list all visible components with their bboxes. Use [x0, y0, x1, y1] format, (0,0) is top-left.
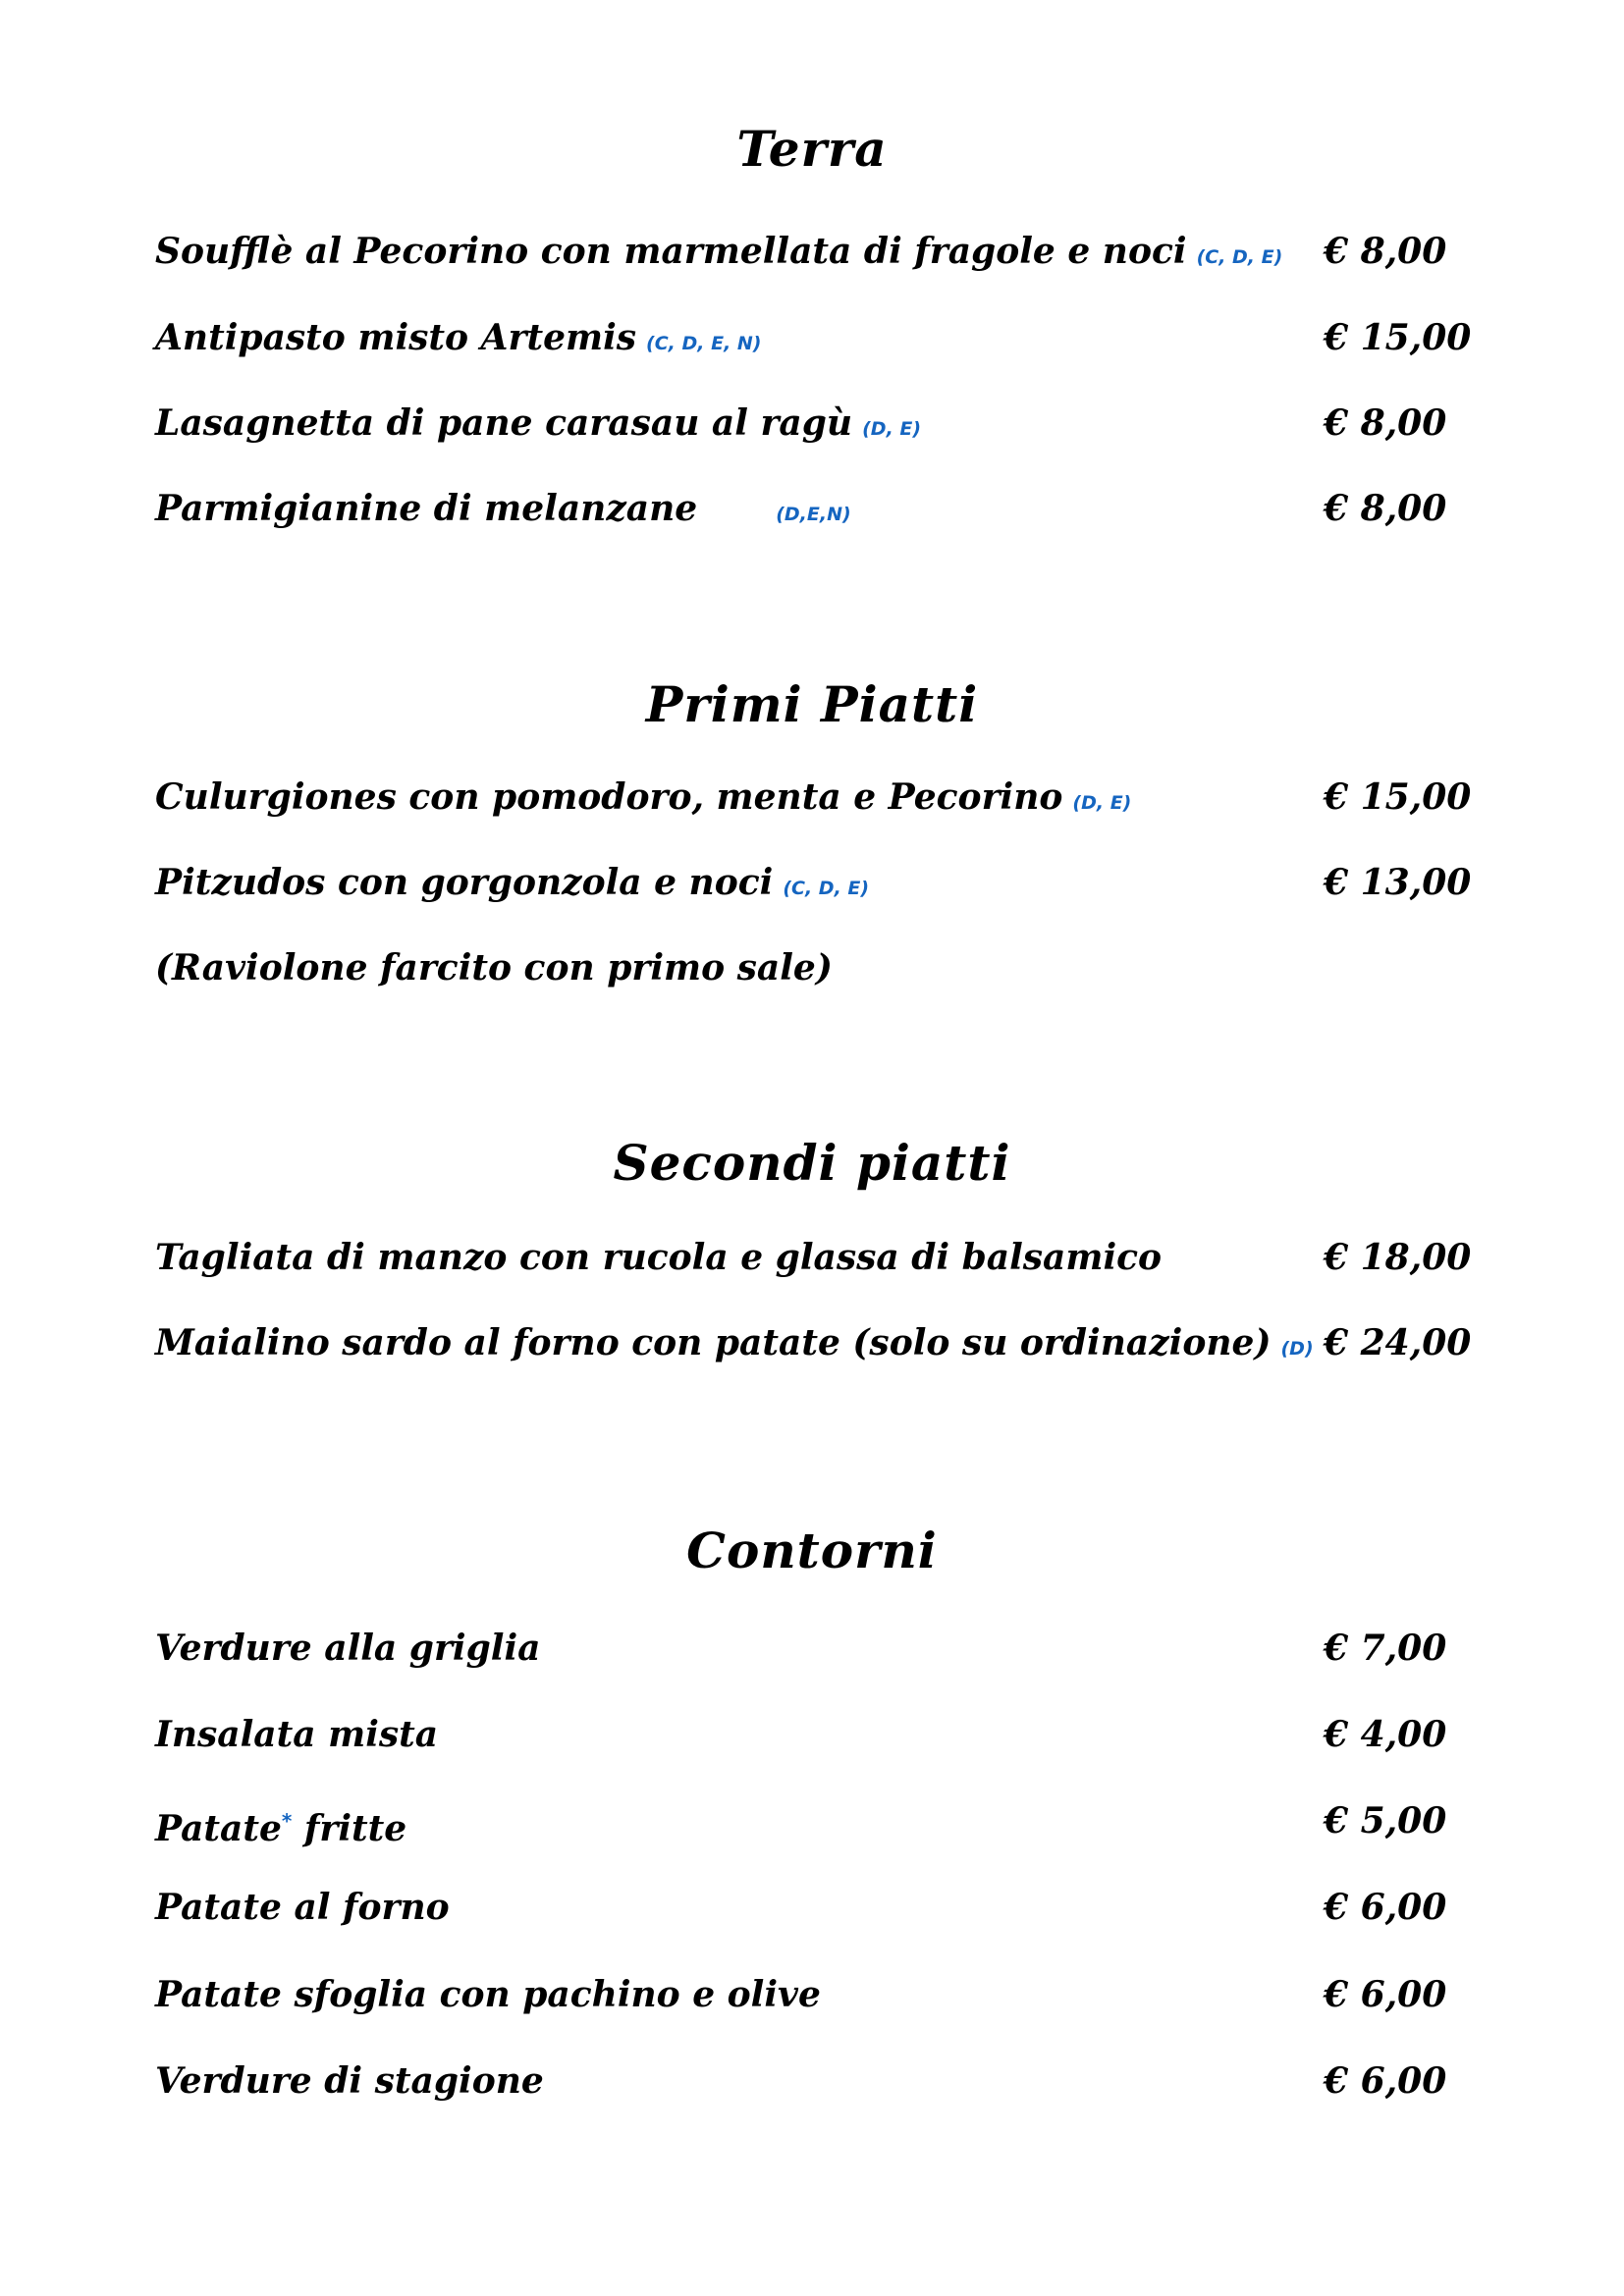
dish-name: Culurgiones con pomodoro, menta e Pecorino [155, 776, 1063, 818]
allergen-codes: (C, D, E) [783, 878, 870, 899]
dish-price: € 15,00 [1324, 317, 1472, 358]
menu-item [155, 1707, 1471, 1762]
dish-name: Patate al forno [155, 1887, 450, 1928]
dish-name: Lasagnetta di pane carasau al ragù [155, 402, 853, 444]
dish-name: Parmigianine di melanzane [155, 488, 698, 529]
menu-item [155, 1230, 1471, 1285]
dish-price: € 8,00 [1324, 231, 1447, 272]
dish-price: € 8,00 [1324, 488, 1447, 529]
menu-item [155, 310, 1471, 365]
section-title-contorni: Contorni [686, 1522, 938, 1579]
dish-name: Verdure alla griglia [155, 1628, 541, 1669]
dish-name: Maialino sardo al forno con patate (solo su ordinazione) [155, 1322, 1272, 1363]
dish-price: € 4,00 [1324, 1714, 1447, 1755]
dish-line [155, 855, 869, 916]
menu-item [155, 396, 1471, 451]
menu-item [155, 855, 1471, 910]
menu-item [155, 2054, 1471, 2109]
menu-item [155, 224, 1471, 279]
allergen-codes: (C, D, E, N) [646, 333, 762, 354]
allergen-codes: (C, D, E) [1196, 246, 1283, 268]
dish-name: Patate sfoglia con pachino e olive [155, 1974, 821, 2015]
menu-item [155, 1967, 1471, 2022]
allergen-codes: (D, E) [862, 418, 922, 440]
dish-line [155, 310, 762, 371]
dish-price: € 15,00 [1324, 776, 1472, 818]
dish-name: Antipasto misto Artemis [155, 317, 637, 358]
allergen-codes: (D) [1280, 1338, 1314, 1360]
dish-line [155, 481, 851, 542]
dish-price: € 6,00 [1324, 1974, 1447, 2015]
menu-item-note [155, 940, 1471, 995]
dish-name-part: fritte [292, 1808, 407, 1849]
dish-price: € 13,00 [1324, 862, 1472, 903]
dish-name: Insalata mista [155, 1714, 439, 1755]
dish-line [155, 1315, 1314, 1376]
dish-price: € 6,00 [1324, 2060, 1447, 2102]
dish-price: € 18,00 [1324, 1237, 1472, 1278]
dish-name: Pitzudos con gorgonzola e noci [155, 862, 774, 903]
dish-name: Verdure di stagione [155, 2060, 544, 2102]
dish-price: € 7,00 [1324, 1628, 1447, 1669]
allergen-codes: (D, E) [1072, 792, 1132, 814]
menu-item [155, 770, 1471, 825]
menu-item [155, 481, 1471, 536]
menu-item [155, 1621, 1471, 1676]
dish-price: € 8,00 [1324, 402, 1447, 444]
dish-line [155, 224, 1282, 285]
dish-line [155, 396, 921, 456]
allergen-codes: (D,E,N) [776, 504, 851, 525]
dish-name: Tagliata di manzo con rucola e glassa di balsamico [155, 1237, 1163, 1278]
dish-line [155, 770, 1131, 830]
asterisk-mark: * [281, 1809, 293, 1833]
dish-name-part: Patate [155, 1808, 282, 1849]
dish-name: Soufflè al Pecorino con marmellata di fragole e noci [155, 231, 1187, 272]
dish-line [155, 1793, 406, 1856]
dish-price: € 24,00 [1324, 1322, 1472, 1363]
dish-price: € 5,00 [1324, 1800, 1447, 1842]
dish-price: € 6,00 [1324, 1887, 1447, 1928]
menu-item [155, 1315, 1471, 1370]
menu-item [155, 1880, 1471, 1935]
section-title-terra: Terra [736, 120, 888, 178]
dish-name: (Raviolone farcito con primo sale) [155, 947, 833, 988]
section-title-secondi-piatti: Secondi piatti [613, 1134, 1011, 1192]
menu-item [155, 1793, 1471, 1848]
section-title-primi-piatti: Primi Piatti [645, 675, 979, 733]
